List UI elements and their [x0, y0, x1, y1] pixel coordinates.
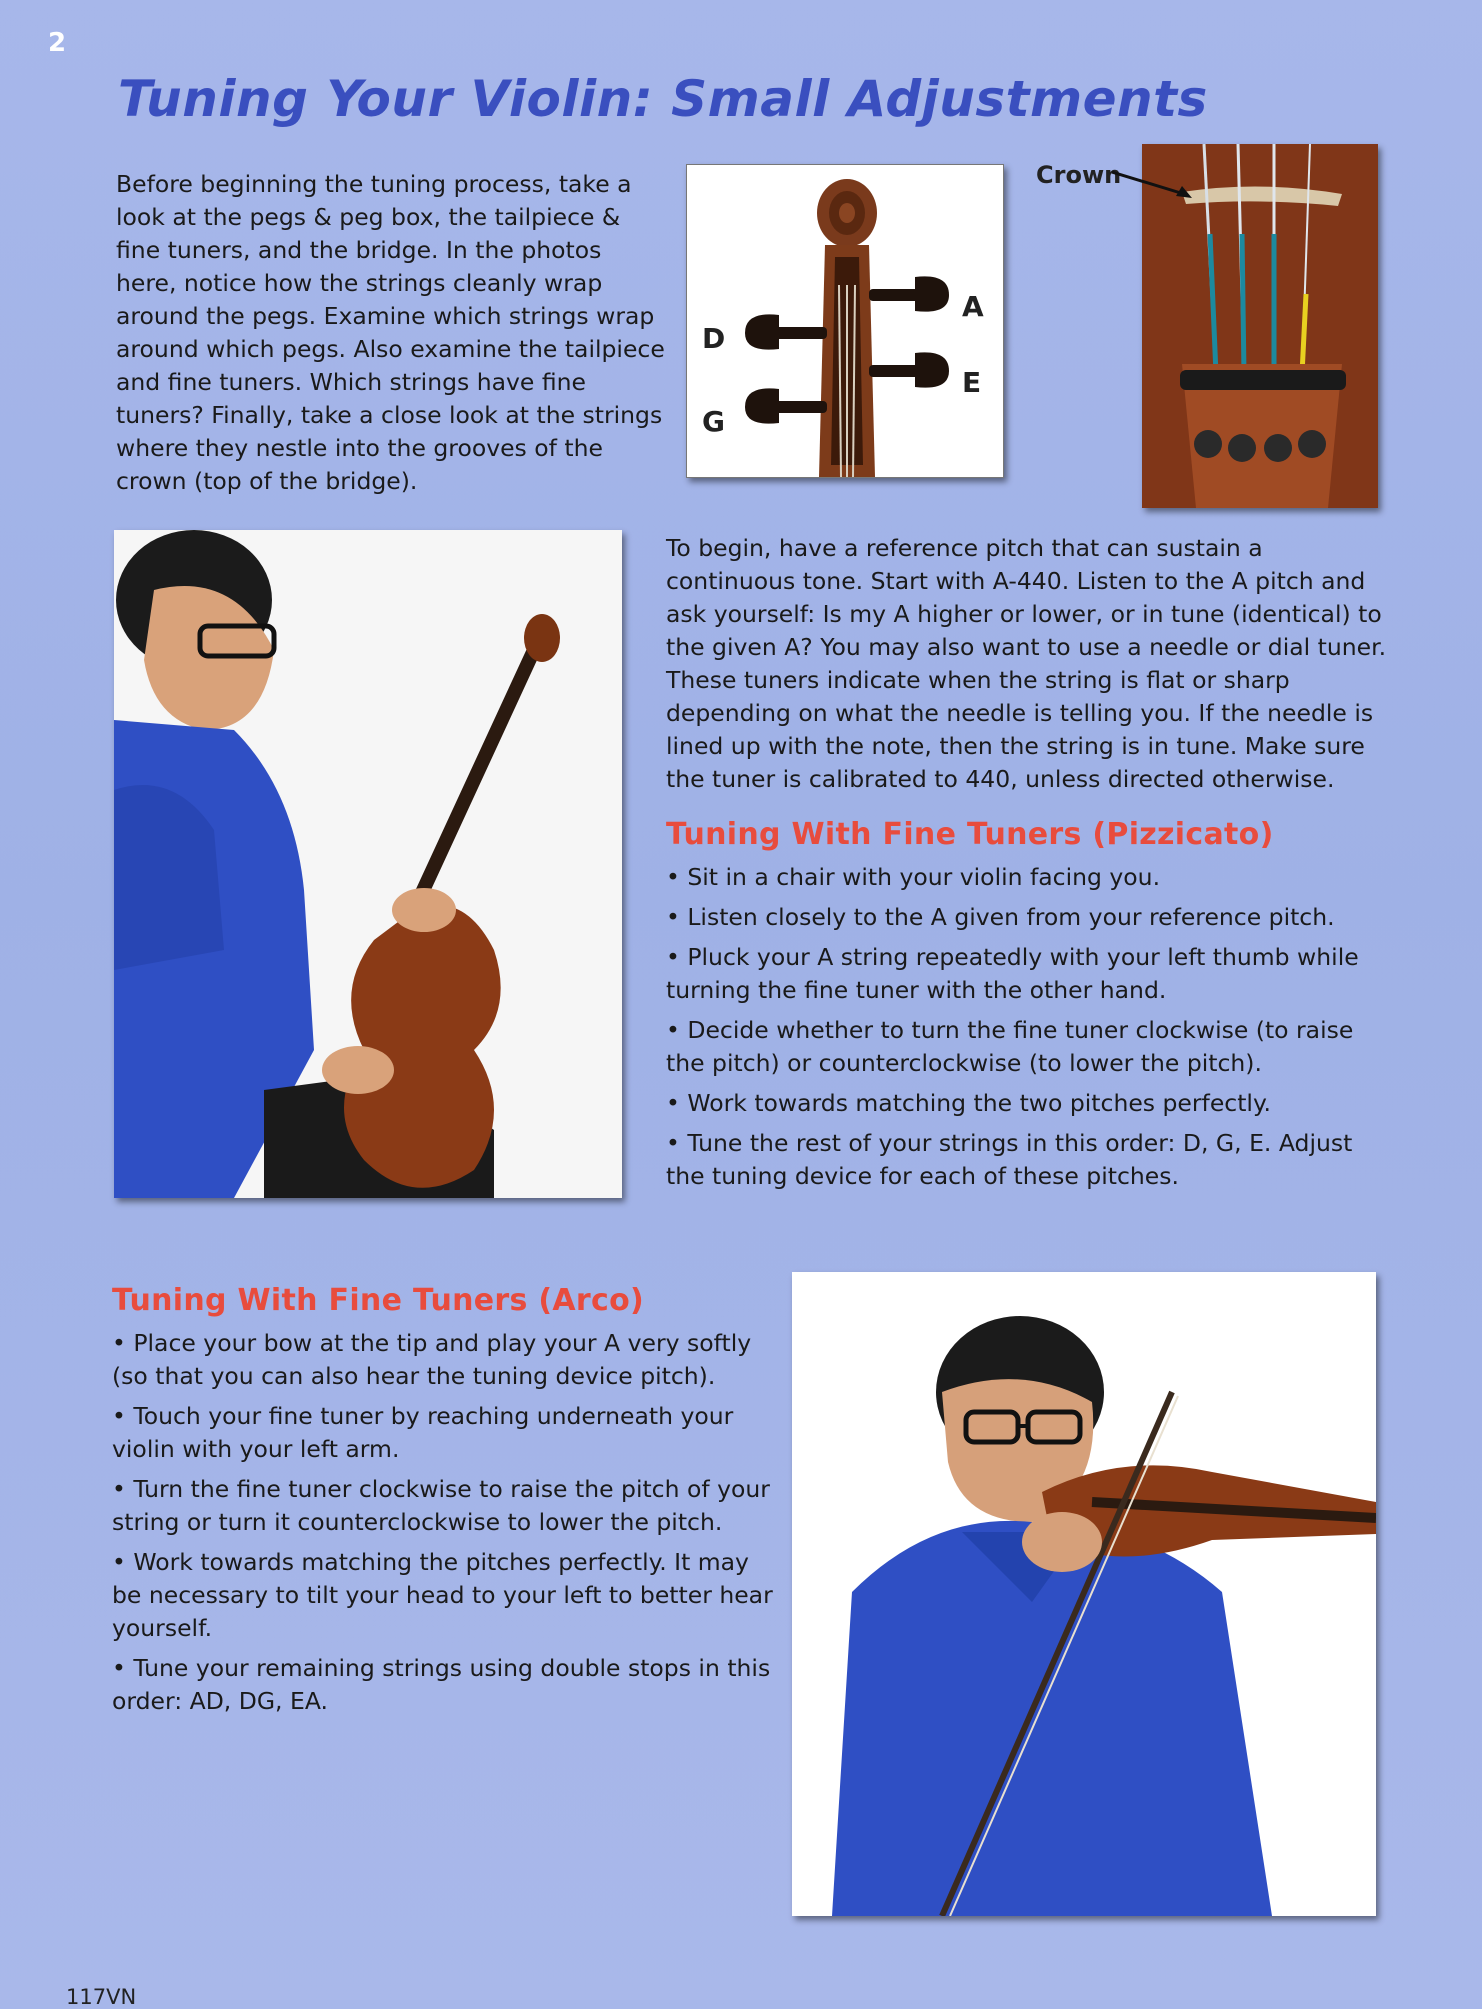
page-title: Tuning Your Violin: Small Adjustments [118, 70, 1208, 128]
list-item: • Place your bow at the tip and play your A very softly (so that you can also hear the tuning device pitch). [112, 1327, 782, 1393]
pegbox-photo [686, 164, 1004, 478]
pizzicato-steps [666, 861, 1366, 1193]
intro-text: Before beginning the tuning process, take a look at the pegs & peg box, the tailpiece & fine tuners, and the bridge. In the photos here, notice how the strings cleanly wrap around the pegs. Examine which strings wrap around which pegs. Also examine the tailpiece and fine tuners. Which strings have fine tuners? Finally, take a close look at the strings where they nestle into the grooves of the crown (top of the bridge). [116, 170, 665, 495]
list-item: • Work towards matching the pitches perfectly. It may be necessary to tilt your head to your left to better hear yourself. [112, 1546, 782, 1645]
list-item: • Work towards matching the two pitches perfectly. [666, 1087, 1366, 1120]
intro-paragraph [116, 168, 668, 498]
arco-heading: Tuning With Fine Tuners (Arco) [112, 1283, 645, 1318]
list-item: • Sit in a chair with your violin facing you. [666, 861, 1366, 894]
page-number: 2 [48, 28, 67, 58]
list-item: • Tune your remaining strings using double stops in this order: AD, DG, EA. [112, 1652, 782, 1718]
list-item: • Pluck your A string repeatedly with your left thumb while turning the fine tuner with the other hand. [666, 941, 1366, 1007]
pizzicato-heading: Tuning With Fine Tuners (Pizzicato) [666, 817, 1274, 852]
arco-section [112, 1284, 782, 1725]
seated-student-photo [114, 530, 622, 1198]
arco-steps [112, 1327, 782, 1718]
reference-pitch-paragraph [666, 532, 1388, 796]
peg-label-d: D [702, 322, 726, 355]
pizzicato-section [666, 818, 1366, 1200]
crown-arrow-icon [1112, 166, 1196, 206]
list-item: • Touch your fine tuner by reaching underneath your violin with your left arm. [112, 1400, 782, 1466]
peg-label-e: E [962, 366, 982, 399]
list-item: • Decide whether to turn the fine tuner clockwise (to raise the pitch) or counterclockwise (to lower the pitch). [666, 1014, 1366, 1080]
book-code: 117VN [66, 1985, 137, 2009]
peg-label-a: A [962, 290, 984, 323]
list-item: • Turn the fine tuner clockwise to raise the pitch of your string or turn it counterclockwise to lower the pitch. [112, 1473, 782, 1539]
list-item: • Tune the rest of your strings in this order: D, G, E. Adjust the tuning device for each of these pitches. [666, 1127, 1366, 1193]
list-item: • Listen closely to the A given from your reference pitch. [666, 901, 1366, 934]
peg-label-g: G [702, 405, 725, 438]
playing-student-photo [792, 1272, 1376, 1916]
crown-label: Crown [1036, 161, 1122, 189]
reference-pitch-text: To begin, have a reference pitch that can sustain a continuous tone. Start with A-440. Listen to the A pitch and ask yourself: Is my A higher or lower, or in tune (identical) to the given A? You may also want to use a needle or dial tuner. These tuners indicate when the string is flat or sharp depending on what the needle is telling you. If the needle is lined up with the note, then the string is in tune. Make sure the tuner is calibrated to 440, unless directed otherwise. [666, 534, 1387, 793]
